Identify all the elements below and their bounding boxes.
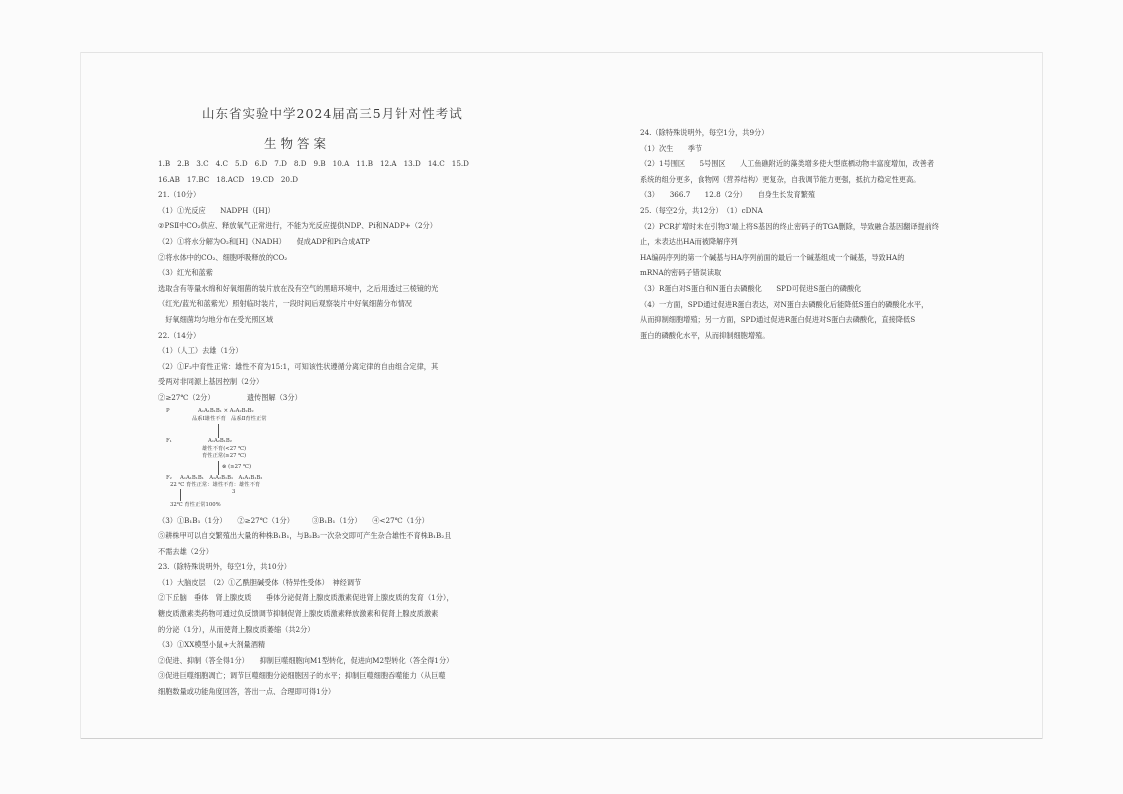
multiple-choice-answers-row-2 bbox=[158, 172, 530, 188]
right-page bbox=[640, 125, 1012, 343]
diagram-f2-label: F₂ bbox=[166, 474, 172, 481]
answer-item: 9.B bbox=[313, 159, 326, 168]
diagram-f2-ratio: 3 bbox=[232, 488, 236, 495]
answer-item: 11.B bbox=[356, 159, 373, 168]
diagram-f2-phenotypes: 22 ℃ 育性正常：雄性不育：雄性不育 bbox=[170, 481, 261, 488]
text-line: （3）红光和蓝紫 bbox=[158, 268, 213, 278]
text-line: （1）①光反应 NADPH（[H]） bbox=[158, 205, 275, 215]
answer-item: 19.CD bbox=[251, 174, 274, 184]
diagram-p-label: P bbox=[166, 407, 170, 414]
multiple-choice-answers-row-1 bbox=[158, 156, 530, 172]
text-line: ②下丘脑 垂体 肾上腺皮质 垂体分泌促肾上腺皮质激素促进肾上腺皮质的发育（1分）， bbox=[158, 593, 454, 603]
text-line: 22.（14分） bbox=[158, 330, 201, 340]
text-line: （红光/蓝光和蓝紫光）照射临时装片，一段时间后观察装片中好氧细菌分布情况 bbox=[158, 299, 412, 309]
diagram-f1-phenotype-2: 育性正常(≥27 ℃) bbox=[202, 452, 247, 459]
diagram-bottom-note: 32℃ 育性正常100% bbox=[170, 501, 221, 508]
text-line: （2）PCR扩增时未在引物3'端上将S基因的终止密码子的TGA删除，导致融合基因翻译提前终 bbox=[640, 221, 940, 231]
diagram-self-note: ⊗ (≥27 ℃) bbox=[222, 463, 252, 470]
answer-item: 1.B bbox=[158, 159, 171, 168]
text-line: mRNA的密码子错误读取 bbox=[640, 268, 722, 278]
answer-item: 8.D bbox=[293, 159, 307, 168]
answer-item: 14.C bbox=[427, 159, 445, 168]
text-line: （2）①F₂中育性正常：雄性不育为15:1，可知该性状遵循分离定律的自由组合定律，其 bbox=[158, 361, 439, 371]
text-line: 21.（10分） bbox=[158, 190, 201, 200]
text-line: 23.（除特殊说明外，每空1分，共10分） bbox=[158, 562, 291, 572]
text-line: ②PSⅡ中CO₂供应、释放氧气正常进行，不能为光反应提供NDP、Pi和NADP+（2分） bbox=[158, 221, 437, 231]
answer-item: 16.AB bbox=[158, 174, 180, 184]
diagram-f1-phenotype-1: 雄性不育(<27 ℃) bbox=[202, 445, 247, 452]
text-line: （4）一方面，SPD通过促进R蛋白表达，对N蛋白去磷酸化后能降低S蛋白的磷酸化水平， bbox=[640, 299, 929, 309]
text-line: 蛋白的磷酸化水平，从而抑制细胞增殖。 bbox=[640, 330, 770, 340]
text-line: 细胞数量或功能角度回答，答出一点、合理即可得1分） bbox=[158, 687, 336, 697]
paper-edge-right bbox=[1042, 52, 1043, 739]
answer-item: 7.D bbox=[274, 159, 287, 168]
diagram-connector bbox=[218, 424, 219, 438]
text-line: 好氧细菌均匀地分布在受光照区域 bbox=[158, 314, 274, 324]
text-line: ②促进、抑制（答全得1分） 抑制巨噬细胞向M1型转化，促进向M2型转化（答全得1分） bbox=[158, 655, 454, 665]
text-line: （3）①XX模型小鼠+大剂量酒精 bbox=[158, 640, 266, 650]
answer-item: 6.D bbox=[254, 159, 268, 168]
text-line: （1）大脑皮层 （2）①乙酰胆碱受体（特异性受体） 神经调节 bbox=[158, 577, 362, 587]
paper-edge-left bbox=[80, 52, 81, 739]
text-line: （1）（人工）去雄（1分） bbox=[158, 346, 243, 356]
diagram-p-cross: A₁A₁B₁B₁ × A₂A₂B₂B₂ bbox=[198, 407, 254, 414]
diagram-connector bbox=[180, 489, 181, 501]
text-line: 选取含有等量水绵和好氧细菌的装片放在没有空气的黑暗环境中，之后用透过三棱镜的光 bbox=[158, 283, 439, 293]
text-line: ②将水体中的CO₂、细胞呼吸释放的CO₂ bbox=[158, 252, 288, 262]
diagram-f1-label: F₁ bbox=[166, 437, 172, 444]
text-line: （2）①将水分解为O₂和[H]（NADH） 促成ADP和Pi合成ATP bbox=[158, 236, 370, 246]
text-line: 从而抑制细胞增殖；另一方面，SPD通过促进R蛋白促进对S蛋白去磷酸化，直接降低S bbox=[640, 315, 916, 325]
text-line: 25.（每空2分，共12分） （1）cDNA bbox=[640, 205, 763, 215]
diagram-f2-genotypes: A₁A₁B₁B₁ A₁A₂B₁B₁ A₁A₁B₁B₂ bbox=[180, 474, 263, 481]
text-line: （1）次生 季节 bbox=[640, 143, 703, 153]
text-line: （3） 366.7 12.8（2分） 自身生长发育繁殖 bbox=[640, 190, 816, 200]
text-line: （2）1号围区 5号围区 人工鱼礁附近的藻类增多使大型底栖动物丰富度增加，改善者 bbox=[640, 159, 935, 169]
text-line: 受两对非同源上基因控制（2分） bbox=[158, 377, 264, 387]
text-line: 的分泌（1分），从而使肾上腺皮质萎缩（共2分） bbox=[158, 624, 315, 634]
diagram-p-phenotype: 品系Ⅰ雄性不育 品系Ⅱ育性正常 bbox=[192, 415, 267, 422]
answer-item: 2.B bbox=[177, 159, 190, 168]
answer-item: 13.D bbox=[403, 159, 421, 168]
text-line: 系统的组分更多，食物网（营养结构）更复杂，自我调节能力更强，抵抗力稳定性更高。 bbox=[640, 174, 921, 184]
paper-edge-bottom bbox=[80, 738, 1042, 739]
text-line: 止，未表达出HA而被降解序列 bbox=[640, 237, 738, 247]
answer-item: 15.D bbox=[451, 159, 469, 168]
answer-item: 10.A bbox=[332, 159, 350, 168]
answer-item: 4.C bbox=[215, 159, 228, 168]
answer-item: 20.D bbox=[280, 174, 299, 184]
text-line: （3）R蛋白对S蛋白和N蛋白去磷酸化 SPD可促进S蛋白的磷酸化 bbox=[640, 283, 862, 293]
answer-subtitle: 生物答案 bbox=[264, 136, 331, 151]
answer-item: 12.A bbox=[379, 159, 397, 168]
genetic-cross-diagram bbox=[158, 408, 530, 511]
text-line: HA编码序列的第一个碱基与HA序列前面的最后一个碱基组成一个碱基，导致HA的 bbox=[640, 252, 905, 262]
diagram-f1-genotype: A₁A₂B₁B₂ bbox=[208, 437, 232, 444]
answer-item: 18.ACD bbox=[216, 174, 245, 184]
answer-item: 17.BC bbox=[186, 174, 210, 184]
answer-item: 5.D bbox=[235, 159, 248, 168]
diagram-connector bbox=[218, 461, 219, 475]
text-line: ②≥27℃（2分） 遗传图解（3分） bbox=[158, 392, 302, 402]
text-line: 糖皮质激素类药物可通过负反馈调节抑制促肾上腺皮质激素释放激素和促肾上腺皮质激素 bbox=[158, 609, 439, 619]
text-line: ⑤耕株甲可以自交繁殖出大量的种株B₁B₁，与B₂B₂一次杂交即可产生杂合雄性不育株B₁B₂且 bbox=[158, 531, 452, 541]
text-line: 不需去雄（2分） bbox=[158, 546, 213, 556]
left-page bbox=[158, 104, 530, 700]
exam-title: 山东省实验中学2024届高三5月针对性考试 bbox=[202, 106, 463, 121]
text-line: 24.（除特殊说明外，每空1分，共9分） bbox=[640, 128, 769, 137]
text-line: ③促进巨噬细胞凋亡；调节巨噬细胞分泌细胞因子的水平；抑制巨噬细胞吞噬能力（从巨噬 bbox=[158, 671, 446, 681]
paper-edge-top bbox=[80, 52, 1042, 53]
text-line: （3）①B₁B₁（1分） ②≥27℃（1分） ③B₁B₁（1分） ④<27℃（1分） bbox=[158, 515, 429, 525]
answer-item: 3.C bbox=[196, 159, 209, 168]
